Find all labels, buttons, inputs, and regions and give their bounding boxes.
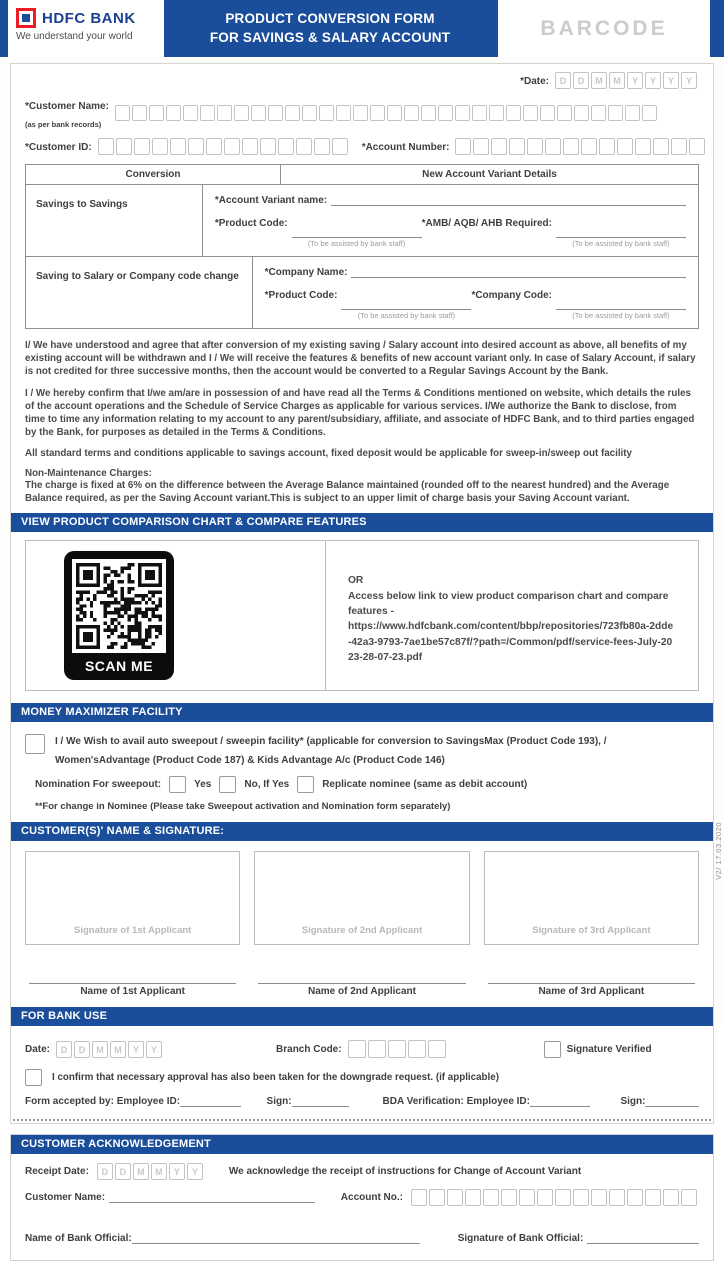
char-box[interactable]: D: [573, 72, 589, 89]
account-number-input-boxes[interactable]: [455, 138, 707, 156]
char-box[interactable]: [302, 105, 317, 121]
char-box[interactable]: [473, 138, 489, 155]
hdfc-logo-icon: [16, 8, 36, 28]
amb-aqb-ahb-line[interactable]: [556, 227, 686, 238]
char-box[interactable]: [645, 1189, 661, 1206]
bank-official-signature-label: Signature of Bank Official:: [457, 1232, 584, 1244]
barcode-placeholder: BARCODE: [540, 16, 668, 40]
avail-sweepout-checkbox[interactable]: [25, 734, 45, 754]
char-box[interactable]: M: [110, 1041, 126, 1058]
char-box[interactable]: Y: [169, 1163, 185, 1180]
bank-use-row-2: [25, 1069, 699, 1086]
receipt-date-label: Receipt Date:: [25, 1166, 89, 1178]
char-box[interactable]: [681, 1189, 697, 1206]
customer-acknowledgement-box: [10, 1134, 714, 1261]
approval-confirm-label: I confirm that necessary approval has also been taken for the downgrade request. (if applicable): [52, 1071, 499, 1083]
char-box[interactable]: [609, 1189, 625, 1206]
char-box[interactable]: [527, 138, 543, 155]
table-row: [26, 256, 698, 328]
customer-name-label: *Customer Name:: [25, 101, 109, 112]
product-code-label: *Product Code:: [264, 290, 338, 302]
amb-aqb-ahb-label: *AMB/ AQB/ AHB Required:: [421, 218, 552, 230]
replicate-nominee-label: Replicate nominee (same as debit account): [322, 779, 528, 791]
char-box[interactable]: [455, 105, 470, 121]
char-box[interactable]: M: [591, 72, 607, 89]
product-code-label: *Product Code:: [214, 218, 288, 230]
customer-id-row: [25, 138, 699, 156]
account-number-label: *Account Number:: [361, 141, 450, 153]
terms-paragraph-2: I / We hereby confirm that I/we am/are in possession of and have read all the Terms & Conditions mentioned on website, which details the rules of the account operations and the Schedule of Service Charges as applicable for various services. I/We authorize the Bank to disclose, from time to time any information relating to my account to any parent/subsidiary, affiliate, and associate of HDFC Bank, and to third parties engaged by the Bank, for purposes as detailed in the Terms & Conditions.: [25, 387, 695, 438]
signature-box-2[interactable]: [254, 851, 469, 945]
char-box[interactable]: D: [115, 1163, 131, 1180]
char-box[interactable]: [260, 138, 276, 155]
char-box[interactable]: [314, 138, 330, 155]
company-name-line[interactable]: [351, 267, 686, 278]
section-bar-acknowledgement: CUSTOMER ACKNOWLEDGEMENT: [11, 1135, 713, 1154]
name-label-1: Name of 1st Applicant: [80, 986, 185, 998]
bda-sign-label: Sign:: [620, 1095, 646, 1107]
char-box[interactable]: [206, 138, 222, 155]
char-box[interactable]: D: [555, 72, 571, 89]
section-bar-signature: CUSTOMER(S)' NAME & SIGNATURE:: [11, 822, 713, 841]
char-box[interactable]: [183, 105, 198, 121]
product-code-line[interactable]: [341, 299, 471, 310]
char-box[interactable]: [501, 1189, 517, 1206]
char-box[interactable]: [557, 105, 572, 121]
ack-account-no-input-boxes[interactable]: [411, 1189, 699, 1207]
char-box[interactable]: D: [97, 1163, 113, 1180]
char-box[interactable]: Y: [645, 72, 661, 89]
conversion-table-header: [26, 165, 698, 185]
form-version-note: V2/ 17.03.2020: [714, 822, 723, 880]
char-box[interactable]: [132, 105, 147, 121]
acknowledgement-row-3: [25, 1233, 699, 1244]
char-box[interactable]: [353, 105, 368, 121]
table-row: [26, 185, 698, 256]
char-box[interactable]: [465, 1189, 481, 1206]
char-box[interactable]: [483, 1189, 499, 1206]
bank-use-row-3: [25, 1096, 699, 1107]
branch-code-input-boxes[interactable]: [348, 1040, 448, 1058]
applicant-1-column: [25, 851, 240, 1007]
variant-details-cell: [253, 257, 698, 328]
company-code-line[interactable]: [556, 299, 686, 310]
section-bar-money-maximizer: MONEY MAXIMIZER FACILITY: [11, 703, 713, 722]
char-box[interactable]: [429, 1189, 445, 1206]
comparison-link-url: https://www.hdfcbank.com/content/bbp/repositories/723fb80a-2dde-42a3-9793-7ae1be57c87f/?path=/Common/pdf/service-fees-July-2023-28-07-23.pdf: [348, 621, 674, 663]
company-code-label: *Company Code:: [471, 290, 552, 302]
date-label: *Date:: [520, 75, 549, 87]
acknowledgement-text: We acknowledge the receipt of instructions for Change of Account Variant: [228, 1166, 582, 1178]
char-box[interactable]: M: [133, 1163, 149, 1180]
variant-details-cell: [203, 185, 698, 256]
non-maintenance-body: The charge is fixed at 6% on the difference between the Average Balance maintained (rounded off to the nearest hundred) and the Average Balance required, as per the Saving Account variant.This is subject to an upper limit of charge basis your Saving Account variant.: [25, 480, 670, 505]
bank-use-row-1: [25, 1040, 699, 1058]
sign-line[interactable]: [292, 1097, 349, 1107]
bank-official-signature-line[interactable]: [587, 1234, 699, 1244]
signature-placeholder-2: Signature of 2nd Applicant: [301, 925, 423, 937]
customer-id-input-boxes[interactable]: [98, 138, 350, 156]
nomination-row: [35, 776, 699, 793]
char-box[interactable]: [285, 105, 300, 121]
name-line-1[interactable]: [29, 983, 236, 984]
account-variant-name-line[interactable]: [331, 195, 686, 206]
form-title: [164, 0, 496, 57]
char-box[interactable]: [421, 105, 436, 121]
bda-verification-label: BDA Verification: Employee ID:: [382, 1095, 530, 1107]
signature-placeholder-3: Signature of 3rd Applicant: [532, 925, 651, 937]
signature-row: [25, 851, 699, 1007]
char-box[interactable]: [268, 105, 283, 121]
char-box[interactable]: [540, 105, 555, 121]
nomination-no-checkbox[interactable]: [219, 776, 236, 793]
char-box[interactable]: [170, 138, 186, 155]
applicant-2-column: [254, 851, 469, 1007]
nomination-no-label: No, If Yes: [244, 779, 290, 791]
char-box[interactable]: Y: [146, 1041, 162, 1058]
bank-date-input-boxes[interactable]: [56, 1041, 164, 1059]
char-box[interactable]: [332, 138, 348, 155]
char-box[interactable]: Y: [128, 1041, 144, 1058]
bank-official-name-label: Name of Bank Official:: [25, 1232, 132, 1244]
char-box[interactable]: [625, 105, 640, 121]
char-box[interactable]: [348, 1040, 366, 1058]
customer-name-row: [25, 96, 699, 131]
char-box[interactable]: [489, 105, 504, 121]
barcode-area: [498, 0, 710, 57]
char-box[interactable]: D: [56, 1041, 72, 1058]
char-box[interactable]: [608, 105, 623, 121]
char-box[interactable]: [224, 138, 240, 155]
signature-box-1[interactable]: [25, 851, 240, 945]
brand-tagline: We understand your world: [16, 31, 133, 42]
assist-note: (To be assisted by bank staff): [307, 239, 406, 249]
name-label-2: Name of 2nd Applicant: [308, 986, 416, 998]
sweepout-facility-row: [25, 732, 699, 770]
char-box[interactable]: [319, 105, 334, 121]
form-header: [0, 0, 724, 57]
link-intro: Access below link to view product comparison chart and compare features -: [348, 590, 669, 618]
ack-customer-name-label: Customer Name:: [25, 1192, 106, 1204]
ack-customer-name-line[interactable]: [109, 1193, 315, 1203]
nomination-label: Nomination For sweepout:: [35, 779, 162, 791]
customer-name-sublabel: (as per bank records): [25, 119, 102, 129]
name-line-2[interactable]: [258, 983, 465, 984]
char-box[interactable]: [491, 138, 507, 155]
product-code-line[interactable]: [292, 227, 422, 238]
char-box[interactable]: [149, 105, 164, 121]
char-box[interactable]: [689, 138, 705, 155]
char-box[interactable]: [581, 138, 597, 155]
char-box[interactable]: [642, 105, 657, 121]
char-box[interactable]: [428, 1040, 446, 1058]
account-variant-name-label: *Account Variant name:: [214, 195, 328, 207]
char-box[interactable]: [200, 105, 215, 121]
ack-account-no-label: Account No.:: [340, 1192, 403, 1204]
char-box[interactable]: M: [151, 1163, 167, 1180]
char-box[interactable]: [296, 138, 312, 155]
char-box[interactable]: [152, 138, 168, 155]
form-accepted-label: Form accepted by: Employee ID:: [25, 1095, 181, 1107]
applicant-3-column: [484, 851, 699, 1007]
or-label: OR: [348, 575, 364, 587]
section-bar-comparison: VIEW PRODUCT COMPARISON CHART & COMPARE FEATURES: [11, 513, 713, 532]
receipt-date-input-boxes[interactable]: [97, 1163, 205, 1181]
char-box[interactable]: [455, 138, 471, 155]
avail-sweepout-text: I / We Wish to avail auto sweepout / sweepin facility* (applicable for conversion to SavingsMax (Product Code 193), / Women'sAdvantage (Product Code 187) & Kids Advantage A/c (Product Code 146): [55, 736, 607, 767]
char-box[interactable]: [671, 138, 687, 155]
bda-sign-line[interactable]: [645, 1097, 699, 1107]
char-box[interactable]: [447, 1189, 463, 1206]
char-box[interactable]: [116, 138, 132, 155]
char-box[interactable]: [438, 105, 453, 121]
char-box[interactable]: [563, 138, 579, 155]
char-box[interactable]: Y: [627, 72, 643, 89]
employee-id-line[interactable]: [180, 1097, 241, 1107]
conversion-table: [25, 164, 699, 329]
char-box[interactable]: [234, 105, 249, 121]
approval-confirm-checkbox[interactable]: [25, 1069, 42, 1086]
char-box[interactable]: D: [74, 1041, 90, 1058]
acknowledgement-row-2: [25, 1189, 699, 1207]
char-box[interactable]: Y: [663, 72, 679, 89]
char-box[interactable]: [573, 1189, 589, 1206]
char-box[interactable]: [472, 105, 487, 121]
date-row: [25, 72, 699, 90]
bank-date-label: Date:: [25, 1044, 51, 1056]
char-box[interactable]: [617, 138, 633, 155]
char-box[interactable]: [188, 138, 204, 155]
char-box[interactable]: [591, 1189, 607, 1206]
acknowledgement-row-1: [25, 1163, 699, 1181]
char-box[interactable]: [411, 1189, 427, 1206]
bda-employee-id-line[interactable]: [530, 1097, 591, 1107]
bank-official-name-line[interactable]: [132, 1234, 420, 1244]
char-box[interactable]: [368, 1040, 386, 1058]
terms-paragraph-1: I/ We have understood and agree that after conversion of my existing saving / Salary account into desired account as above, all benefits of my existing account will be withdrawn and I / We will receive the features & benefits of new account variant only. In case of Salary Account, if salary is not credited for three successive months, then the account would be converted to a Regular Savings Account by the Bank.: [25, 340, 696, 378]
char-box[interactable]: [387, 105, 402, 121]
char-box[interactable]: [545, 138, 561, 155]
qr-section: [25, 540, 699, 691]
char-box[interactable]: [134, 138, 150, 155]
conversion-col-header: Conversion: [26, 165, 281, 184]
branch-code-label: Branch Code:: [276, 1044, 342, 1056]
char-box[interactable]: [98, 138, 114, 155]
conversion-type-cell: Saving to Salary or Company code change: [26, 257, 253, 328]
char-box[interactable]: [509, 138, 525, 155]
char-box[interactable]: [251, 105, 266, 121]
char-box[interactable]: [591, 105, 606, 121]
assist-note: (To be assisted by bank staff): [572, 239, 670, 249]
name-line-3[interactable]: [488, 983, 695, 984]
form-title-line2: FOR SAVINGS & SALARY ACCOUNT: [209, 29, 451, 45]
non-maintenance-heading: Non-Maintenance Charges:: [25, 468, 152, 480]
char-box[interactable]: [627, 1189, 643, 1206]
char-box[interactable]: [278, 138, 294, 155]
char-box[interactable]: [599, 138, 615, 155]
signature-box-3[interactable]: [484, 851, 699, 945]
char-box[interactable]: [574, 105, 589, 121]
nomination-yes-checkbox[interactable]: [169, 776, 186, 793]
name-label-3: Name of 3rd Applicant: [538, 986, 645, 998]
brand-name: HDFC BANK: [42, 9, 136, 27]
hdfc-logo: [8, 0, 164, 57]
char-box[interactable]: [555, 1189, 571, 1206]
char-box[interactable]: [115, 105, 130, 121]
char-box[interactable]: [519, 1189, 535, 1206]
char-box[interactable]: [506, 105, 521, 121]
char-box[interactable]: [242, 138, 258, 155]
form-title-line1: PRODUCT CONVERSION FORM: [225, 10, 435, 26]
char-box[interactable]: [166, 105, 181, 121]
char-box[interactable]: M: [609, 72, 625, 89]
char-box[interactable]: [404, 105, 419, 121]
char-box[interactable]: [408, 1040, 426, 1058]
char-box[interactable]: [653, 138, 669, 155]
char-box[interactable]: [663, 1189, 679, 1206]
signature-verified-checkbox[interactable]: [544, 1041, 561, 1058]
sign-label: Sign:: [266, 1095, 292, 1107]
comparison-link-text: [326, 541, 698, 690]
char-box[interactable]: [370, 105, 385, 121]
scan-me-label: SCAN ME: [84, 658, 154, 675]
char-box[interactable]: [635, 138, 651, 155]
signature-verified-label: Signature Verified: [566, 1044, 652, 1056]
signature-placeholder-1: Signature of 1st Applicant: [73, 925, 192, 937]
tear-off-dotted-line: [13, 1119, 711, 1121]
char-box[interactable]: [537, 1189, 553, 1206]
date-input-boxes[interactable]: [555, 72, 699, 90]
replicate-nominee-checkbox[interactable]: [297, 776, 314, 793]
char-box[interactable]: [388, 1040, 406, 1058]
terms-paragraph-3: All standard terms and conditions applicable to savings account, fixed deposit would be applicable for sweep-in/sweep out facility: [25, 448, 632, 460]
conversion-type-cell: Savings to Savings: [26, 185, 203, 256]
char-box[interactable]: [336, 105, 351, 121]
qr-cell: [26, 541, 326, 690]
char-box[interactable]: [217, 105, 232, 121]
section-bar-bank-use: FOR BANK USE: [11, 1007, 713, 1026]
variant-details-col-header: New Account Variant Details: [422, 169, 557, 181]
char-box[interactable]: Y: [187, 1163, 203, 1180]
char-box[interactable]: Y: [681, 72, 697, 89]
form-body: [10, 63, 714, 1124]
nominee-change-note: **For change in Nominee (Please take Sweepout activation and Nomination form separately): [35, 801, 451, 813]
char-box[interactable]: M: [92, 1041, 108, 1058]
char-box[interactable]: [523, 105, 538, 121]
terms-and-conditions: [25, 339, 699, 460]
assist-note: (To be assisted by bank staff): [572, 311, 670, 321]
company-name-label: *Company Name:: [264, 267, 348, 279]
customer-name-input-boxes[interactable]: [115, 105, 659, 123]
customer-id-label: *Customer ID:: [25, 141, 92, 153]
nomination-yes-label: Yes: [194, 779, 212, 791]
qr-code: [64, 551, 174, 680]
assist-note: (To be assisted by bank staff): [357, 311, 456, 321]
